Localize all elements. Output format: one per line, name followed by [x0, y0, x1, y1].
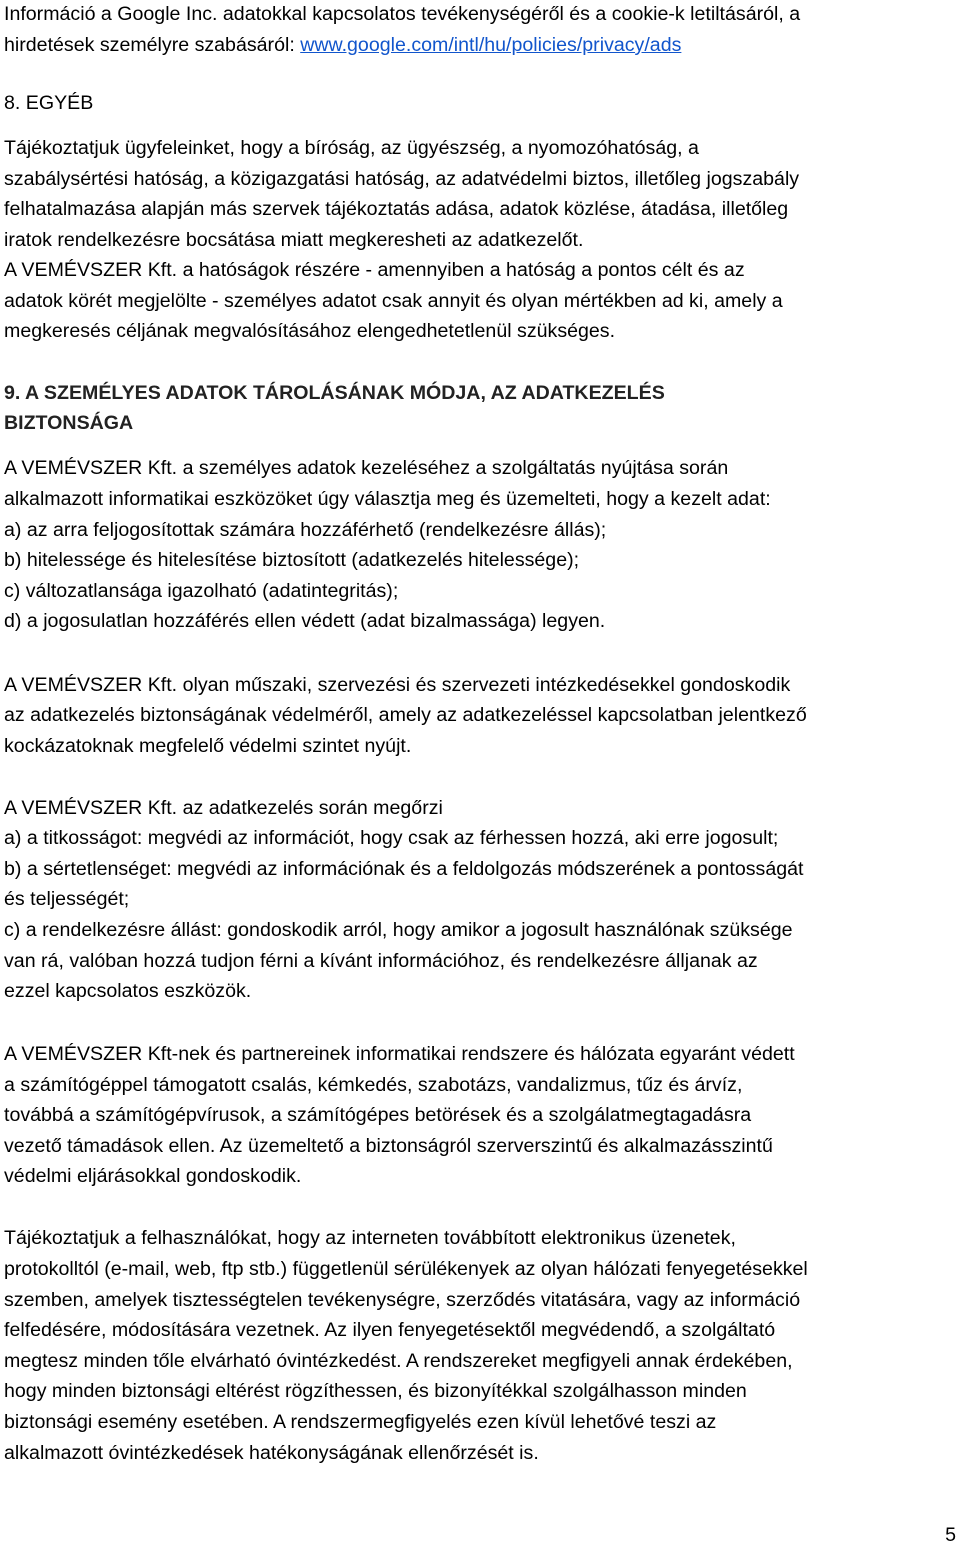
section-9-para-5-line: szemben, amelyek tisztességtelen tevékenységre, szerződés vitatására, vagy az információ: [4, 1289, 801, 1311]
section-9-para-1-line: b) hitelessége és hitelesítése biztosított (adatkezelés hitelessége);: [4, 549, 580, 571]
section-8-line: felhatalmazása alapján más szervek tájékoztatás adása, adatok közlése, átadása, illetőleg: [4, 198, 789, 220]
section-9-para-2-line: A VEMÉVSZER Kft. olyan műszaki, szervezési és szervezeti intézkedésekkel gondoskodik: [4, 674, 791, 696]
google-info-prefix: hirdetések személyre szabásáról:: [4, 34, 301, 56]
section-8-line: iratok rendelkezésre bocsátása miatt megkeresheti az adatkezelőt.: [4, 229, 584, 251]
section-9-para-5-line: biztonsági esemény esetében. A rendszermegfigyelés ezen kívül lehetővé teszi az: [4, 1411, 717, 1433]
section-9-para-2-line: kockázatoknak megfelelő védelmi szintet nyújt.: [4, 735, 412, 757]
section-9-para-3-line: van rá, valóban hozzá tudjon férni a kívánt információhoz, és rendelkezésre álljanak az: [4, 950, 758, 972]
section-9-para-2-line: az adatkezelés biztonságának védelméről, amely az adatkezeléssel kapcsolatban jelentkező: [4, 704, 807, 726]
section-9-para-5-line: protokolltól (e-mail, web, ftp stb.) függetlenül sérülékenyek az olyan hálózati fenyegetésekkel: [4, 1258, 808, 1280]
section-9-para-3-line: A VEMÉVSZER Kft. az adatkezelés során megőrzi: [4, 797, 443, 819]
section-9-para-5-line: megtesz minden tőle elvárható óvintézkedést. A rendszereket megfigyeli annak érdekében,: [4, 1350, 793, 1372]
section-9-para-4-line: A VEMÉVSZER Kft-nek és partnereinek informatikai rendszere és hálózata egyaránt védett: [4, 1043, 795, 1065]
section-9-para-3-line: c) a rendelkezésre állást: gondoskodik arról, hogy amikor a jogosult használónak szüksége: [4, 919, 793, 941]
section-9-heading-line-1: 9. A SZEMÉLYES ADATOK TÁROLÁSÁNAK MÓDJA, AZ ADATKEZELÉS: [4, 382, 665, 404]
section-9-para-1-line: A VEMÉVSZER Kft. a személyes adatok kezeléséhez a szolgáltatás nyújtása során: [4, 457, 729, 479]
section-9-para-1-line: d) a jogosulatlan hozzáférés ellen védett (adat bizalmassága) legyen.: [4, 610, 606, 632]
section-9-para-3-line: b) a sértetlenséget: megvédi az információnak és a feldolgozás módszerének a pontosságát: [4, 858, 804, 880]
google-info-line-1: Információ a Google Inc. adatokkal kapcsolatos tevékenységéről és a cookie-k letiltásáról, a: [4, 3, 801, 25]
section-9-para-4-line: továbbá a számítógépvírusok, a számítógépes betörések és a szolgálatmegtagadásra: [4, 1104, 752, 1126]
google-info-line-2: [4, 31, 681, 59]
section-9-para-1-line: alkalmazott informatikai eszközöket úgy választja meg és üzemelteti, hogy a kezelt adat:: [4, 488, 771, 510]
section-8-line: A VEMÉVSZER Kft. a hatóságok részére - amennyiben a hatóság a pontos célt és az: [4, 259, 745, 281]
section-9-para-3-line: a) a titkosságot: megvédi az információt, hogy csak az férhessen hozzá, aki erre jogosult;: [4, 827, 779, 849]
section-8-heading: 8. EGYÉB: [4, 92, 94, 114]
section-9-para-5-line: hogy minden biztonsági eltérést rögzíthessen, és bizonyítékkal szolgálhasson minden: [4, 1380, 747, 1402]
section-9-heading-line-2: BIZTONSÁGA: [4, 412, 134, 434]
page-number: 5: [945, 1524, 956, 1546]
section-9-para-1-line: a) az arra feljogosítottak számára hozzáférhető (rendelkezésre állás);: [4, 519, 607, 541]
section-9-para-4-line: a számítógéppel támogatott csalás, kémkedés, szabotázs, vandalizmus, tűz és árvíz,: [4, 1074, 743, 1096]
section-9-para-3-line: ezzel kapcsolatos eszközök.: [4, 980, 252, 1002]
section-9-para-5-line: alkalmazott óvintézkedések hatékonyságának ellenőrzését is.: [4, 1442, 539, 1464]
section-9-para-3-line: és teljességét;: [4, 888, 130, 910]
section-8-line: szabálysértési hatóság, a közigazgatási hatóság, az adatvédelmi biztos, illetőleg jogszabály: [4, 168, 800, 190]
section-9-para-5-line: Tájékoztatjuk a felhasználókat, hogy az interneten továbbított elektronikus üzenetek,: [4, 1227, 736, 1249]
section-9-para-4-line: védelmi eljárásokkal gondoskodik.: [4, 1165, 302, 1187]
section-9-para-1-line: c) változatlansága igazolható (adatintegritás);: [4, 580, 399, 602]
section-8-line: Tájékoztatjuk ügyfeleinket, hogy a bíróság, az ügyészség, a nyomozóhatóság, a: [4, 137, 699, 159]
section-8-line: megkeresés céljának megvalósításához elengedhetetlenül szükséges.: [4, 320, 616, 342]
section-9-para-4-line: vezető támadások ellen. Az üzemeltető a biztonságról szerverszintű és alkalmazásszintű: [4, 1135, 773, 1157]
section-9-para-5-line: felfedésére, módosítására vezetnek. Az ilyen fenyegetésektől megvédendő, a szolgáltató: [4, 1319, 776, 1341]
google-privacy-ads-link[interactable]: www.google.com/intl/hu/policies/privacy/ads: [300, 34, 682, 56]
section-8-line: adatok körét megjelölte - személyes adatot csak annyit és olyan mértékben ad ki, amely a: [4, 290, 783, 312]
